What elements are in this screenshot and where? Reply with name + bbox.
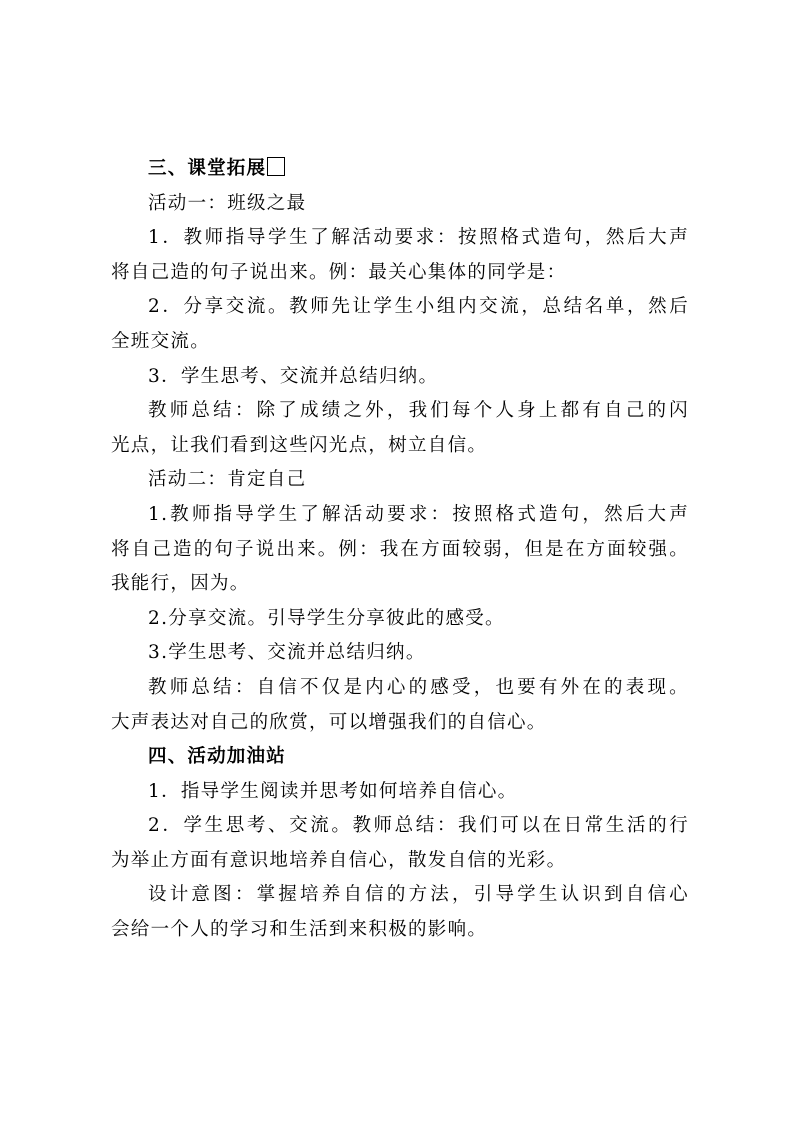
placeholder-box-icon [267, 157, 285, 176]
paragraph-line: 光点，让我们看到这些闪光点，树立自信。 [111, 434, 488, 456]
heading-text: 三、课堂拓展 [148, 158, 267, 179]
section-heading-classroom-extension [111, 152, 689, 187]
paragraph-line: 教师总结：除了成绩之外，我们每个人身上都有自己的闪 [148, 400, 689, 422]
paragraph-line: 将自己造的句子说出来。例：最关心集体的同学是： [111, 261, 567, 283]
paragraph-line: 2．学生思考、交流。教师总结：我们可以在日常生活的行 [148, 815, 689, 837]
paragraph-line: 为举止方面有意识地培养自信心，散发自信的光彩。 [111, 849, 567, 871]
paragraph-line: 1.教师指导学生了解活动要求：按照格式造句，然后大声 [148, 503, 689, 525]
activity-one-title: 活动一：班级之最 [148, 192, 307, 214]
paragraph-line: 设计意图：掌握培养自信的方法，引导学生认识到自信心 [148, 884, 689, 906]
paragraph-line: 2.分享交流。引导学生分享彼此的感受。 [148, 607, 505, 629]
paragraph-line: 2．分享交流。教师先让学生小组内交流，总结名单，然后 [148, 296, 689, 318]
activity-two-title: 活动二：肯定自己 [148, 469, 307, 491]
document-page [111, 152, 689, 948]
paragraph-line: 我能行，因为。 [111, 573, 250, 595]
paragraph-line: 将自己造的句子说出来。例：我在方面较弱，但是在方面较强。 [111, 538, 689, 560]
paragraph-line: 会给一个人的学习和生活到来积极的影响。 [111, 919, 488, 941]
paragraph-line: 3．学生思考、交流并总结归纳。 [148, 365, 439, 387]
paragraph-line: 教师总结：自信不仅是内心的感受，也要有外在的表现。 [148, 676, 689, 698]
paragraph-line: 大声表达对自己的欣赏，可以增强我们的自信心。 [111, 711, 547, 733]
section-heading-activity-station: 四、活动加油站 [148, 746, 286, 768]
paragraph-line: 1．教师指导学生了解活动要求：按照格式造句，然后大声 [148, 227, 689, 249]
paragraph-line: 全班交流。 [111, 330, 211, 352]
paragraph-line: 1．指导学生阅读并思考如何培养自信心。 [148, 780, 518, 802]
paragraph-line: 3.学生思考、交流并总结归纳。 [148, 642, 426, 664]
